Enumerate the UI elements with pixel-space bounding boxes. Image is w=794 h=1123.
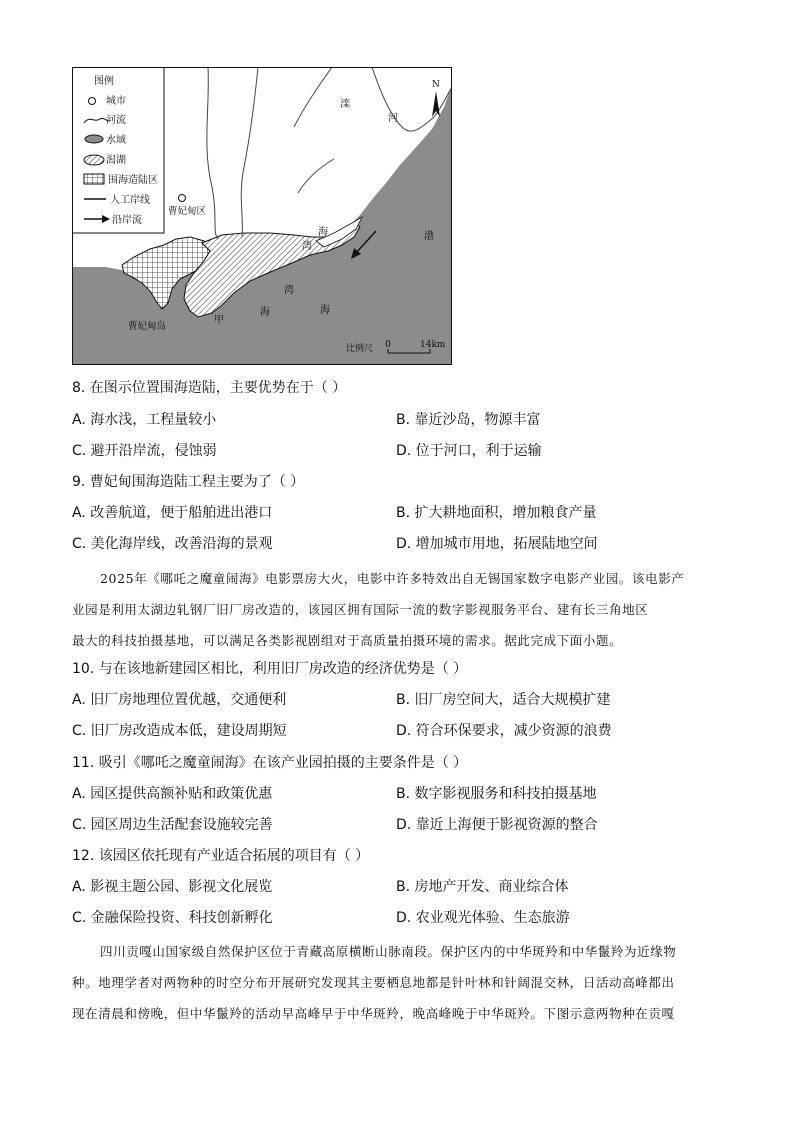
question-11-option-d[interactable]: D. 靠近上海便于影视资源的整合 (396, 817, 598, 833)
question-10-option-b[interactable]: B. 旧厂房空间大，适合大规模扩建 (396, 692, 611, 708)
question-9-option-d[interactable]: D. 增加城市用地，拓展陆地空间 (396, 536, 598, 552)
sea-label-2: 湾 (302, 241, 312, 252)
city-icon (89, 98, 96, 105)
luan-label: 滦 (340, 99, 350, 110)
film-passage-line-2: 业园是利用太湖边轧钢厂旧厂房改造的，该园区拥有国际一流的数字影视服务平台、建有长三角地区 (72, 602, 649, 617)
bo-label: 渤 (424, 231, 434, 242)
city-marker (179, 195, 186, 202)
city-label: 曹妃甸区 (168, 206, 207, 217)
caofeidian-map (72, 67, 452, 365)
question-10-option-d[interactable]: D. 符合环保要求，减少资源的浪费 (396, 723, 612, 739)
svg-text:N: N (432, 80, 440, 90)
svg-text:潟湖: 潟湖 (106, 155, 126, 166)
lagoon-icon (84, 155, 104, 165)
svg-text:图例: 图例 (94, 76, 114, 87)
jia-label: 甲 (214, 315, 224, 326)
question-8-option-a[interactable]: A. 海水浅，工程量较小 (72, 412, 217, 428)
question-12-option-a[interactable]: A. 影视主题公园、影视文化展览 (72, 879, 273, 895)
reserve-passage-line-2: 种。地理学者对两物种的时空分布开展研究发现其主要栖息地都是针叶林和针阔混交林，日活动高峰都出 (72, 975, 675, 990)
question-8-option-d[interactable]: D. 位于河口，利于运输 (396, 443, 542, 459)
svg-text:人工岸线: 人工岸线 (110, 195, 150, 206)
question-8-option-b[interactable]: B. 靠近沙岛，物源丰富 (396, 412, 541, 428)
reserve-passage-line-3: 现在清晨和傍晚，但中华鬣羚的活动早高峰早于中华斑羚，晚高峰晚于中华斑羚。下图示意两物种在贡嘎 (72, 1006, 675, 1021)
question-10-option-c[interactable]: C. 旧厂房改造成本低，建设周期短 (72, 723, 287, 739)
question-12-option-c[interactable]: C. 金融保险投资、科技创新孵化 (72, 910, 273, 926)
reserve-passage (72, 936, 722, 1029)
bay-char-b: 海 (260, 307, 270, 318)
question-11-option-c[interactable]: C. 园区周边生活配套设施较完善 (72, 817, 273, 833)
question-10-stem: 10. 与在该地新建园区相比，利用旧厂房改造的经济优势是（ ） (72, 661, 468, 677)
svg-text:城市: 城市 (106, 96, 126, 107)
sea-label-3: 海 (320, 305, 330, 316)
svg-text:比例尺: 比例尺 (346, 344, 374, 354)
question-8-stem: 8. 在图示位置围海造陆，主要优势在于（ ） (72, 380, 347, 396)
film-passage (72, 563, 722, 656)
question-12-stem: 12. 该园区依托现有产业适合拓展的项目有（ ） (72, 848, 370, 864)
question-12-option-b[interactable]: B. 房地产开发、商业综合体 (396, 879, 569, 895)
svg-text:水域: 水域 (106, 135, 126, 146)
bay-char-a: 湾 (284, 285, 294, 296)
question-8-option-c[interactable]: C. 避开沿岸流，侵蚀弱 (72, 443, 217, 459)
question-9-option-a[interactable]: A. 改善航道，便于船舶进出港口 (72, 505, 273, 521)
svg-text:0: 0 (385, 340, 391, 350)
question-10-option-a[interactable]: A. 旧厂房地理位置优越，交通便利 (72, 692, 287, 708)
island-label: 曹妃甸岛 (128, 321, 167, 332)
question-12-option-d[interactable]: D. 农业观光体验、生态旅游 (396, 910, 570, 926)
svg-text:围海造陆区: 围海造陆区 (108, 175, 158, 186)
sea-label-1: 海 (318, 227, 328, 238)
question-9-option-c[interactable]: C. 美化海岸线，改善沿海的景观 (72, 536, 273, 552)
he-label: 河 (388, 113, 398, 124)
film-passage-line-1: 2025年《哪吒之魔童闹海》电影票房大火，电影中许多特效出自无锡国家数字电影产业园。该电影产 (100, 571, 685, 586)
question-9-stem: 9. 曹妃甸围海造陆工程主要为了（ ） (72, 474, 305, 490)
film-passage-line-3: 最大的科技拍摄基地，可以满足各类影视剧组对于高质量拍摄环境的需求。据此完成下面小题。 (72, 633, 623, 648)
question-11-stem: 11. 吸引《哪吒之魔童闹海》在该产业园拍摄的主要条件是（ ） (72, 755, 468, 771)
reserve-passage-line-1: 四川贡嘎山国家级自然保护区位于青藏高原横断山脉南段。保护区内的中华斑羚和中华鬣羚为近缘物 (100, 944, 677, 959)
svg-text:河流: 河流 (106, 115, 126, 126)
reclaimed-land-icon (84, 174, 104, 184)
svg-text:14km: 14km (420, 340, 446, 350)
water-area-icon (85, 135, 103, 143)
svg-text:沿岸流: 沿岸流 (112, 215, 142, 226)
question-11-option-a[interactable]: A. 园区提供高额补贴和政策优惠 (72, 786, 273, 802)
question-9-option-b[interactable]: B. 扩大耕地面积，增加粮食产量 (396, 505, 597, 521)
question-11-option-b[interactable]: B. 数字影视服务和科技拍摄基地 (396, 786, 597, 802)
map-legend (72, 67, 164, 233)
